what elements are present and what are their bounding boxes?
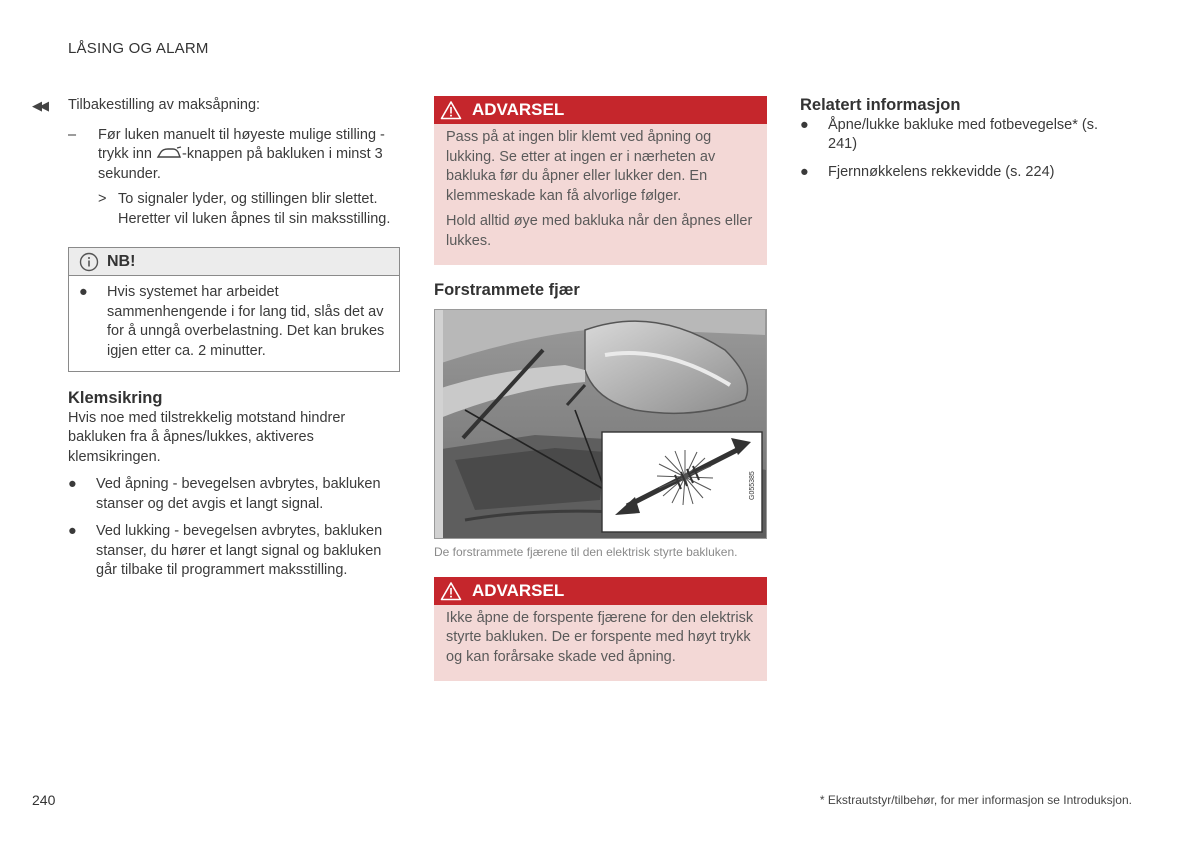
spring-illustration: [434, 309, 767, 539]
warning-box: [434, 96, 767, 265]
step-item: [68, 126, 400, 230]
tailgate-button-icon: [156, 146, 182, 160]
intro-text: Tilbakestilling av maksåpning:: [68, 97, 261, 113]
info-icon: [79, 252, 99, 272]
footnote: * Ekstrautstyr/tilbehør, for mer informasjon se Introduksjon.: [819, 793, 1132, 807]
step-text-b: -knappen på bakluken i minst 3 sekunder.: [98, 146, 383, 182]
step-dash: –: [68, 126, 77, 143]
warning-body: [434, 124, 767, 265]
note-box: [68, 247, 400, 372]
bullet-icon: ●: [800, 116, 809, 133]
bullet-icon: ●: [68, 523, 77, 539]
related-link-text[interactable]: Fjernnøkkelens rekkevidde (s. 224): [828, 163, 1055, 180]
step-result: [98, 190, 400, 229]
related-link-text[interactable]: Åpne/lukke bakluke med fotbevegelse* (s. 241): [828, 116, 1099, 152]
list-item: [68, 522, 400, 581]
figure-caption: De forstrammete fjærene til den elektrisk styrte bakluken.: [434, 544, 738, 559]
warning-box: [434, 577, 767, 682]
section-heading: Forstrammete fjær: [434, 281, 580, 299]
step-text-a: Før luken manuelt til høyeste mulige stilling - trykk inn: [98, 126, 385, 162]
warning-body: [434, 605, 767, 682]
warning-triangle-icon: [440, 100, 462, 120]
result-text: To signaler lyder, og stillingen blir slettet. Heretter vil luken åpnes til sin maksstilling.: [118, 191, 391, 227]
related-link[interactable]: [800, 163, 1130, 183]
bullet-icon: ●: [800, 163, 809, 180]
page-header: LÅSING OG ALARM: [68, 40, 209, 57]
figure-code: G055385: [749, 470, 756, 500]
note-title: NB!: [107, 252, 136, 270]
bullet-icon: ●: [79, 284, 88, 300]
warning-triangle-icon: [440, 581, 462, 601]
note-header: [69, 248, 399, 276]
tailgate-illustration: [435, 310, 766, 538]
page-number: 240: [32, 792, 56, 808]
right-column: [800, 96, 1130, 182]
warning-title: ADVARSEL: [472, 100, 565, 120]
note-bullet-item: [79, 283, 389, 361]
klemsikring-text: Hvis noe med tilstrekkelig motstand hindrer bakluken fra å åpnes/lukkes, aktiveres klemsikringen.: [68, 409, 346, 465]
middle-column: [434, 96, 767, 681]
left-column: [32, 96, 400, 581]
klemsikring-heading: Klemsikring: [68, 389, 163, 407]
related-heading: Relatert informasjon: [800, 96, 961, 114]
list-item-text: Ved åpning - bevegelsen avbrytes, bakluken stanser og det avgis et langt signal.: [96, 476, 381, 512]
note-text: Hvis systemet har arbeidet sammenhengende i for lang tid, slås det av for å unngå overbelastning. Det kan brukes igjen etter ca. 2 minutter.: [107, 284, 385, 359]
warning-text: Pass på at ingen blir klemt ved åpning og lukking. Se etter at ingen er i nærheten av bakluka før du åpner eller lukker den. En klemmeskade kan få alvorlige følger.: [446, 129, 716, 204]
bullet-icon: ●: [68, 476, 77, 492]
warning-header: [434, 577, 767, 605]
result-mark: >: [98, 191, 107, 207]
warning-header: [434, 96, 767, 124]
warning-text: Ikke åpne de forspente fjærene for den elektrisk styrte bakluken. De er forspente med høyt trykk og kan forårsake skade ved åpning.: [446, 609, 754, 665]
continuation-icon: ◀◀: [32, 98, 46, 113]
warning-title: ADVARSEL: [472, 580, 565, 600]
related-link[interactable]: [800, 116, 1130, 155]
warning-text: Hold alltid øye med bakluka når den åpnes eller lukkes.: [446, 213, 753, 249]
list-item-text: Ved lukking - bevegelsen avbrytes, bakluken stanser, du hører et langt signal og bakluken går tilbake til programmert maksstilling.: [96, 523, 383, 578]
note-body: [69, 276, 399, 371]
list-item: [68, 475, 400, 514]
